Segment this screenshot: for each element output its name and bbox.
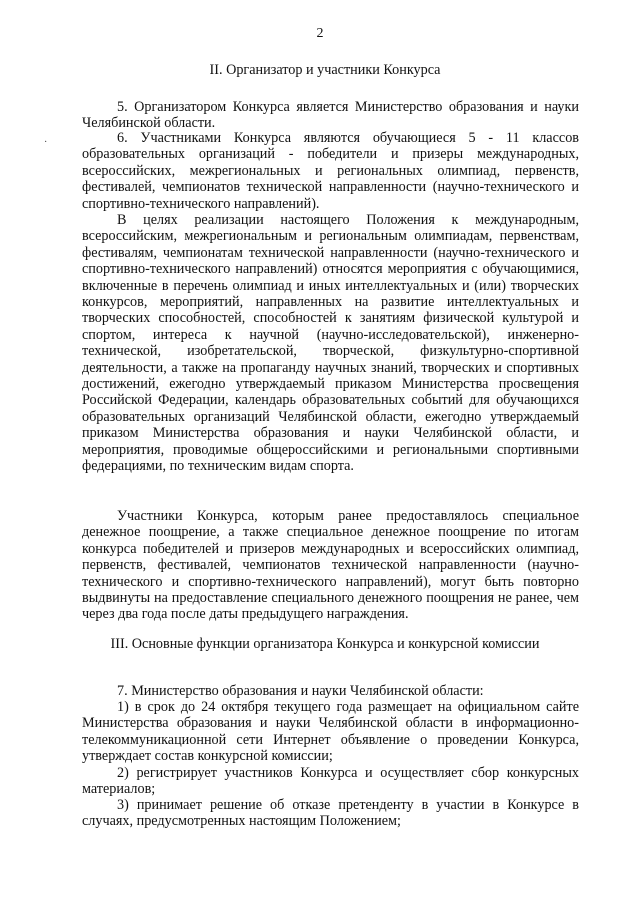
paragraph-olympiads-definition: В целях реализации настоящего Положения к международным, всероссийским, межрегиональным и региональным олимпиадам, первенствам, фестивалям, чемпионатам технической направленности (научно-технического и спортивно-технического направлений) относятся мероприятия с обучающимися, включенные в перечень олимпиад и иных интеллектуальных и (или) творческих конкурсов, мероприятий, направленных на развитие интеллектуальных и творческих способностей, способностей к занятиям физической культурой и спортом, интереса к научной (научно-исследовательской), инженерно-технической, изобретательской, творческой, физкультурно-спортивной деятельности, а также на пропаганду научных знаний, творческих и спортивных достижений, ежегодно утверждаемый приказом Министерства просвещения Российской Федерации, календарь образовательных событий для обучающихся образовательных организаций Челябинской области, ежегодно утверждаемый приказом Министерства образования и науки Челябинской области, и мероприятия, проводимые общероссийскими и региональными спортивными федерациями, по техническим видам спорта.	[82, 212, 579, 475]
paragraph-7-item-3: 3) принимает решение об отказе претенденту в участии в Конкурсе в случаях, предусмотренных настоящим Положением;	[82, 797, 579, 830]
paragraph-6: 6. Участниками Конкурса являются обучающиеся 5 - 11 классов образовательных организаций - победители и призеры международных, всероссийских, межрегиональных и региональных олимпиад, первенств, фестивалей, чемпионатов технической направленности (научно-технического и спортивно-технического направлений).	[82, 130, 579, 212]
paragraph-7-item-2: 2) регистрирует участников Конкурса и осуществляет сбор конкурсных материалов;	[82, 765, 579, 798]
paragraph-7-item-1: 1) в срок до 24 октября текущего года размещает на официальном сайте Министерства образования и науки Челябинской области в информационно-телекоммуникационной сети Интернет объявление о проведении Конкурса, утверждает состав конкурсной комиссии;	[82, 699, 579, 765]
page-number: 2	[316, 26, 324, 41]
margin-mark: ·	[44, 137, 48, 148]
paragraph-repeat-participants: Участники Конкурса, которым ранее предоставлялось специальное денежное поощрение, а также специальное денежное поощрение по итогам конкурса победителей и призеров международных и всероссийских олимпиад, первенств, фестивалей, чемпионатов технической направленности (научно-технического и спортивно-технического направлений), могут быть повторно выдвинуты на предоставление специального денежного поощрения не ранее, чем через два года после даты предыдущего награждения.	[82, 508, 579, 623]
paragraph-5: 5. Организатором Конкурса является Министерство образования и науки Челябинской области.	[82, 99, 579, 132]
paragraph-7: 7. Министерство образования и науки Челябинской области:	[117, 683, 484, 699]
section-2-heading: II. Организатор и участники Конкурса	[209, 62, 441, 78]
section-3-heading: III. Основные функции организатора Конкурса и конкурсной комиссии	[110, 636, 540, 652]
